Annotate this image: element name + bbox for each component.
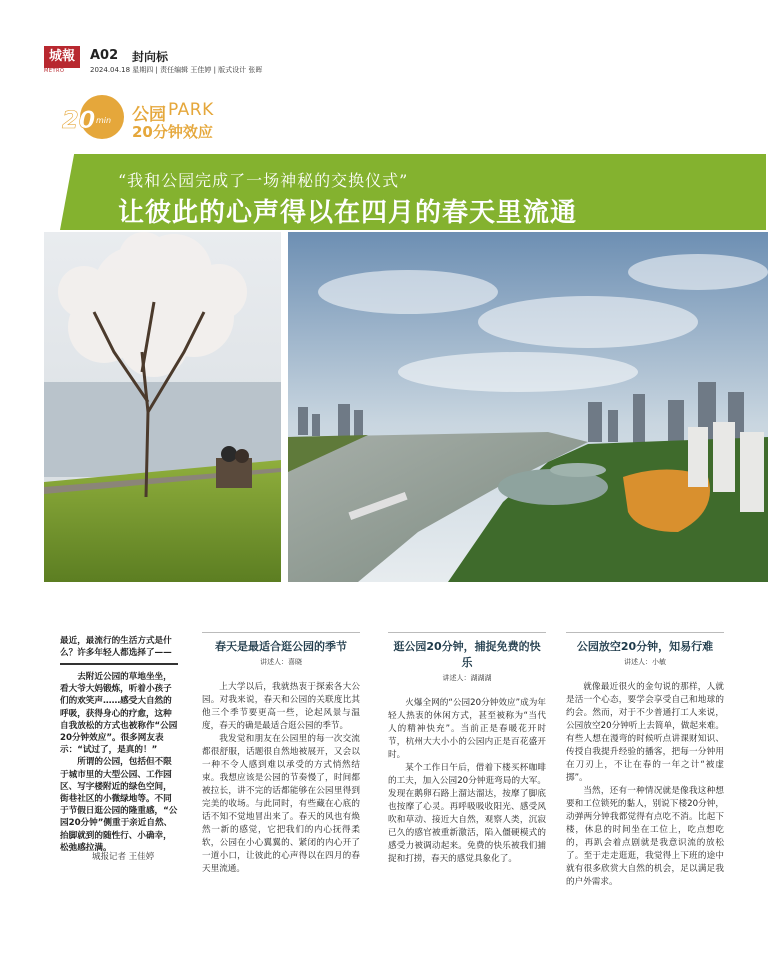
- masthead: [44, 46, 744, 76]
- column-paragraph: 上大学以后，我就热衷于探索各大公园。对我来说，春天和公园的关联度比其他三个季节要更高一些，论起风景与温度，春天的确是最适合逛公园的季节。: [202, 682, 360, 731]
- headline-sub: “我和公园完成了一场神秘的交换仪式”: [118, 171, 409, 190]
- edit-info: 2024.04.18 星期四 | 责任编辑 王佳婷 | 版式设计 张晖: [90, 66, 263, 74]
- column-paragraph: 就像最近很火的金句说的那样，人就是活一个心态，要学会享受自己和地球的约会。然而，对于不少普通打工人来说，公园放空20分钟听上去简单，做起来难。有些人想在漫弯的时候听点讲课财知识、传授自我提升经验的播客，把每一分钟用在刀刃上，不让在春的一年之计“被虚掷”。: [566, 682, 724, 783]
- intro-paragraph: 去附近公园的草地坐坐，看大爷大妈锻炼，听着小孩子们的欢笑声……感受大自然的呼吸，获得身心的疗愈，这种自我放松的方式也被称作“公园20分钟效应”。很多网友表示：“试过了，是真的！”: [60, 672, 178, 756]
- column-title: 春天是最适合逛公园的季节: [215, 640, 347, 653]
- article-column-3: [566, 632, 724, 889]
- logo-subtitle: METRO: [44, 68, 65, 74]
- intro-block: [60, 635, 178, 854]
- intro-paragraph: 所谓的公园，包括但不限于城市里的大型公园、工作园区、写字楼附近的绿色空间，街巷社区的小微绿地等。不同于节假日逛公园的隆重感，“公园20分钟”侧重于亲近自然、抬脚就到的随性行、小确幸，松弛感拉满。: [60, 757, 178, 853]
- column-title: 公园放空20分钟，知易行难: [576, 640, 714, 653]
- column-rule: [202, 632, 360, 633]
- badge-title-cn: 公园: [132, 105, 166, 125]
- column-author: [566, 657, 724, 667]
- column-title: 逛公园20分钟，捕捉免费的快乐: [393, 640, 541, 669]
- column-author-text: 讲述人：湖湖湖: [439, 674, 496, 682]
- column-paragraph: 当然，还有一种情况就是像我这种想要和工位锁死的黏人，别说下楼20分钟，动弹两分钟我都觉得有点吃不消。比起下楼，休息的时间坐在工位上，吃点想吃的，再趴会着点剧就是我意识流的放松了。至于走走逛逛，我觉得上下班的途中就有很多欣赏大自然的机会，足以满足我的户外需求。: [566, 786, 724, 887]
- column-paragraph: 我发觉和朋友在公园里的每一次交流都很舒服，话题很自然地被展开，又会以一种不令人感到难以承受的方式悄然结束。我想应该是公园的节奏慢了，时间都被拉长，讲不完的话都能够在公园里得到完美的收场。与此同时，有些藏在心底的话不知不觉地冒出来了。春天的风也有焕然一新的感觉，它把我们的内心抚得柔软，公园在小心翼翼的、紧闭的内心开了一道小口，让彼此的心声得以在四月的春天里流通。: [202, 734, 360, 874]
- column-badge: [60, 92, 260, 152]
- intro-rule: [60, 663, 178, 665]
- newspaper-logo: 城報: [44, 46, 80, 68]
- article-column-2: [388, 632, 546, 866]
- column-rule: [388, 632, 546, 633]
- column-rule: [566, 632, 724, 633]
- intro-lead: 最近，最流行的生活方式是什么？许多年轻人都选择了——: [60, 636, 172, 658]
- badge-number: 20: [62, 106, 96, 134]
- column-body: [202, 681, 360, 876]
- badge-subtitle: 20分钟效应: [132, 123, 213, 141]
- column-author: [388, 673, 546, 683]
- column-author: [202, 657, 360, 667]
- column-body: [388, 697, 546, 866]
- page-number: A02: [90, 48, 119, 63]
- badge-title-en: PARK: [168, 100, 214, 120]
- column-paragraph: 某个工作日午后，借着下楼买杯咖啡的工夫，加入公园20分钟逛弯局的大军。发现在鹅卵石路上溜达溜达，按摩了脚底也按摩了心灵。再呼吸吸收阳光、感受风吹和草动、接近大自然，观察人类，沉寂已久的感官被重新激活，陷入僵硬模式的感受力被调动起来。免费的快乐被我们捕捉和打捞，春天的感觉具象化了。: [388, 763, 546, 864]
- column-author-text: 讲述人：小敏: [620, 658, 670, 666]
- column-body: [566, 681, 724, 889]
- article-column-1: [202, 632, 360, 876]
- headline-main: 让彼此的心声得以在四月的春天里流通: [118, 198, 578, 228]
- reporter-byline: 城报记者 王佳婷: [92, 852, 155, 862]
- aerial-park-photo: [288, 232, 768, 582]
- section-name: 封向标: [132, 50, 169, 64]
- badge-unit: min: [96, 116, 112, 125]
- column-author-text: 讲述人：喜晓: [256, 658, 306, 666]
- column-paragraph: 火爆全网的“公园20分钟效应”成为年轻人热衷的休闲方式，甚至被称为“当代人的精神快充”。当前正是春暖花开时节，杭州大大小小的公园内正是百花盛开时。: [388, 698, 546, 760]
- tree-lake-photo: [44, 232, 281, 582]
